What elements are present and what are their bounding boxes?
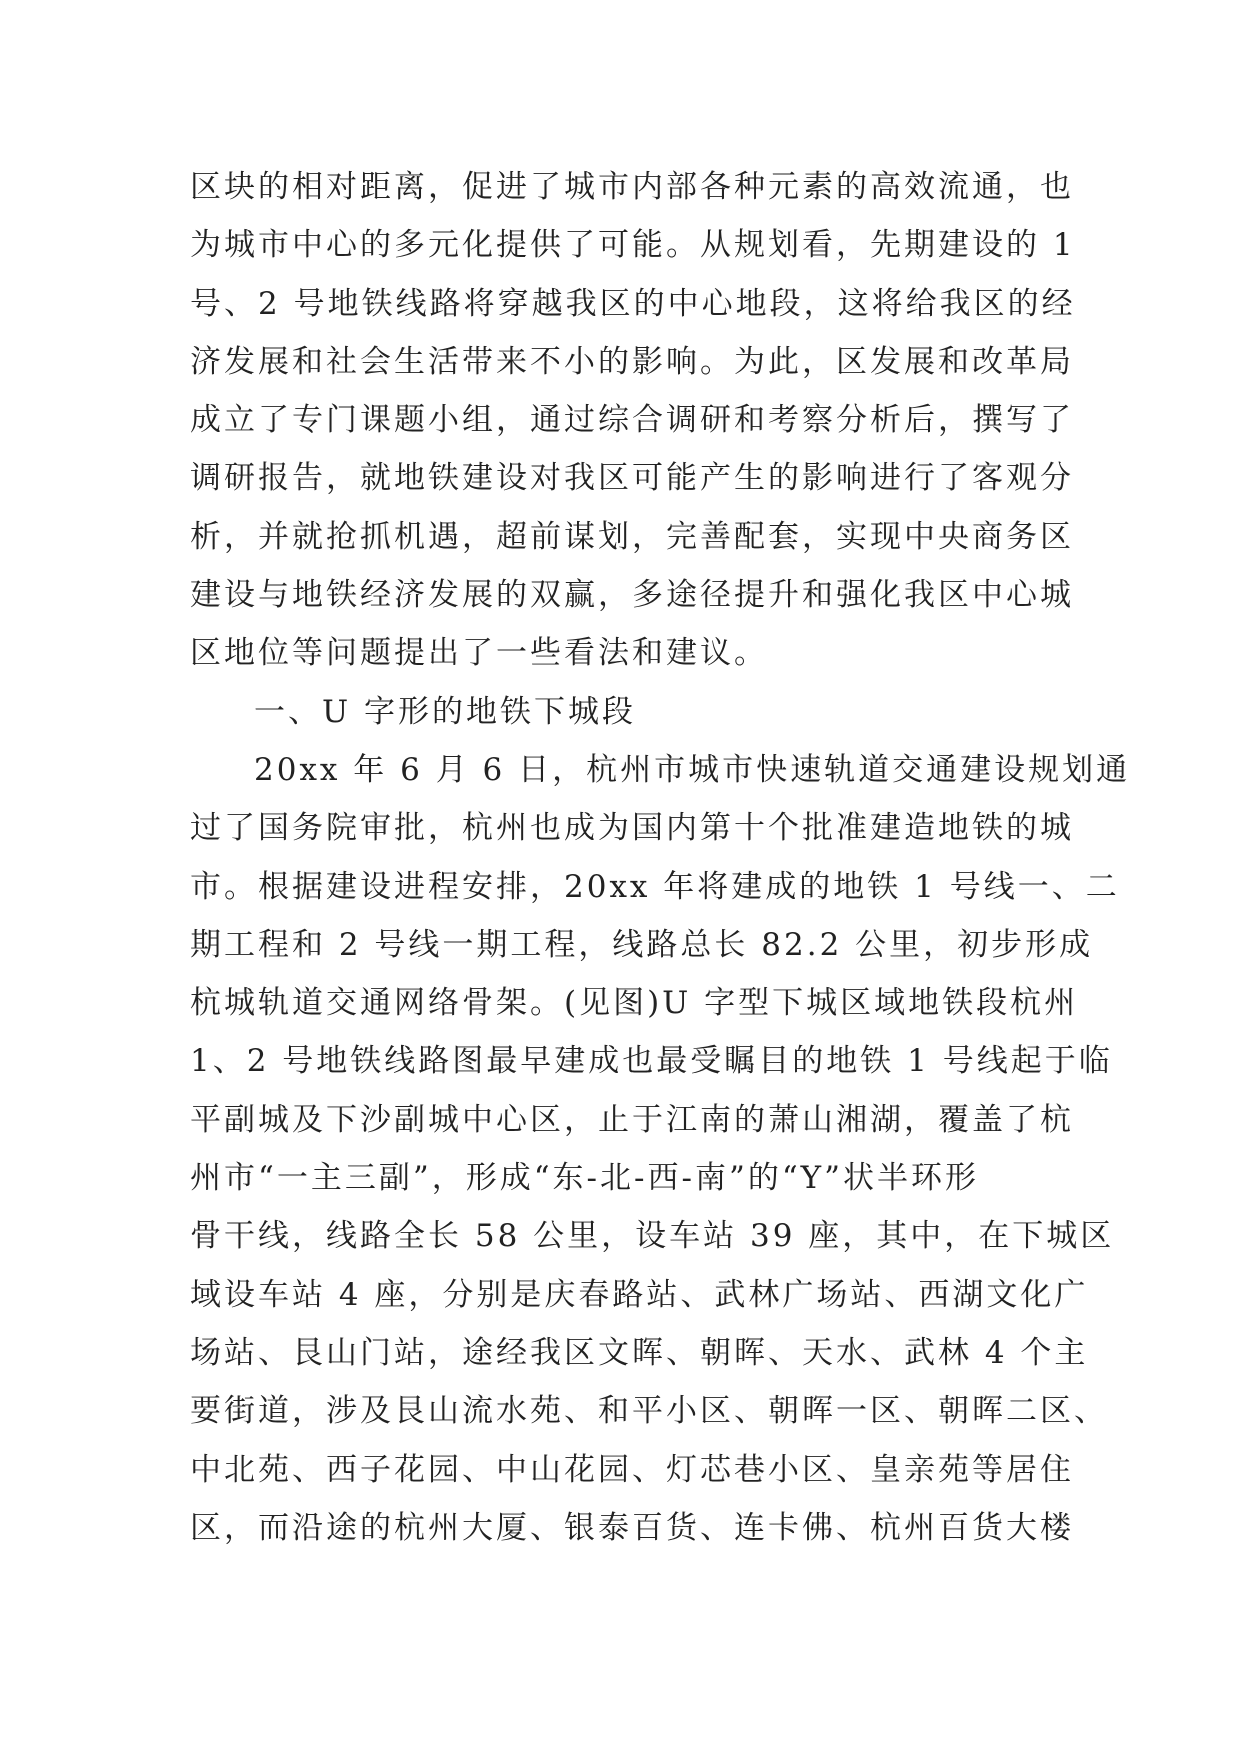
text-line: 区地位等问题提出了一些看法和建议。 xyxy=(190,635,768,672)
text-line: 成立了专门课题小组，通过综合调研和考察分析后，撰写了 xyxy=(190,402,1074,439)
text-line: 域设车站 4 座，分别是庆春路站、武林广场站、西湖文化广 xyxy=(190,1276,1089,1313)
paragraph-start-line: 20xx 年 6 月 6 日，杭州市城市快速轨道交通建设规划通 xyxy=(254,751,1131,788)
text-line: 期工程和 2 号线一期工程，线路总长 82.2 公里，初步形成 xyxy=(190,926,1094,963)
text-line: 为城市中心的多元化提供了可能。从规划看，先期建设的 1 xyxy=(190,227,1076,264)
text-line: 区块的相对距离，促进了城市内部各种元素的高效流通，也 xyxy=(190,169,1074,205)
text-line: 市。根据建设进程安排，20xx 年将建成的地铁 1 号线一、二 xyxy=(190,868,1120,905)
text-line: 杭城轨道交通网络骨架。(见图)U 字型下城区域地铁段杭州 xyxy=(190,985,1079,1022)
text-line: 骨干线，线路全长 58 公里，设车站 39 座，其中，在下城区 xyxy=(190,1218,1115,1255)
text-line: 建设与地铁经济发展的双赢，多途径提升和强化我区中心城 xyxy=(190,577,1074,614)
text-line: 号、2 号地铁线路将穿越我区的中心地段，这将给我区的经 xyxy=(190,285,1076,322)
text-line: 区，而沿途的杭州大厦、银泰百货、连卡佛、杭州百货大楼 xyxy=(190,1509,1074,1546)
text-line: 平副城及下沙副城中心区，止于江南的萧山湘湖，覆盖了杭 xyxy=(190,1101,1074,1138)
text-line: 调研报告，就地铁建设对我区可能产生的影响进行了客观分 xyxy=(190,460,1074,497)
text-line: 过了国务院审批，杭州也成为国内第十个批准建造地铁的城 xyxy=(190,810,1074,847)
text-line: 济发展和社会生活带来不小的影响。为此，区发展和改革局 xyxy=(190,343,1074,380)
body-text xyxy=(190,158,1131,1557)
text-line: 要街道，涉及艮山流水苑、和平小区、朝晖一区、朝晖二区、 xyxy=(190,1393,1108,1430)
section-heading: 一、U 字形的地铁下城段 xyxy=(254,693,636,730)
text-line: 州市“一主三副”，形成“东-北-西-南”的“Y”状半环形 xyxy=(190,1160,979,1197)
text-line: 中北苑、西子花园、中山花园、灯芯巷小区、皇亲苑等居住 xyxy=(190,1451,1074,1488)
text-line: 1、2 号地铁线路图最早建成也最受瞩目的地铁 1 号线起于临 xyxy=(190,1043,1113,1080)
text-line: 析，并就抢抓机遇，超前谋划，完善配套，实现中央商务区 xyxy=(190,518,1074,555)
text-line: 场站、艮山门站，途经我区文晖、朝晖、天水、武林 4 个主 xyxy=(190,1334,1089,1371)
